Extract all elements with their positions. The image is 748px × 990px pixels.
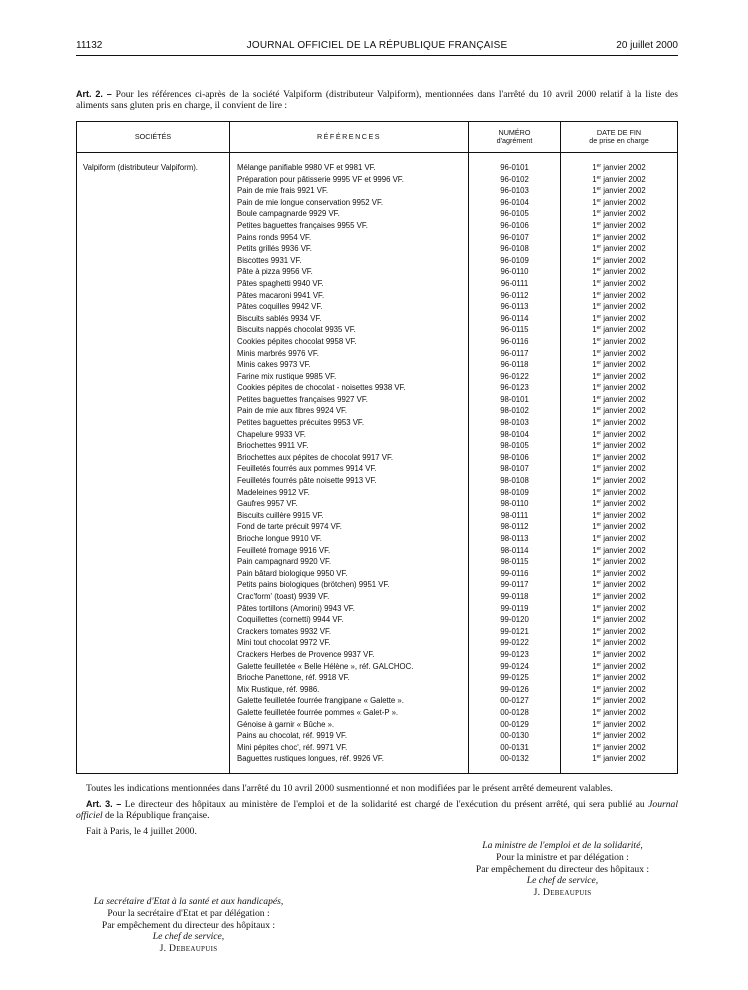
cell-date: 1er janvier 2002 (561, 324, 678, 336)
cell-societe (77, 730, 230, 742)
table-row (77, 591, 678, 603)
cell-date: 1er janvier 2002 (561, 255, 678, 267)
cell-societe (77, 614, 230, 626)
cell-numero: 98-0112 (469, 521, 561, 533)
table-row (77, 730, 678, 742)
cell-societe (77, 243, 230, 255)
cell-reference: Madeleines 9912 VF. (230, 487, 469, 499)
table-row (77, 579, 678, 591)
cell-numero: 98-0115 (469, 556, 561, 568)
sig1-name: J. Debeaupuis (533, 887, 592, 899)
cell-societe (77, 290, 230, 302)
cell-numero: 96-0110 (469, 266, 561, 278)
cell-reference: Mini tout chocolat 9972 VF. (230, 637, 469, 649)
cell-societe (77, 556, 230, 568)
table-row (77, 394, 678, 406)
table-row (77, 475, 678, 487)
cell-numero: 98-0107 (469, 463, 561, 475)
cell-date: 1er janvier 2002 (561, 382, 678, 394)
cell-reference: Génoise à garnir « Bûche ». (230, 719, 469, 731)
cell-societe (77, 545, 230, 557)
sig1-role: Le chef de service, (526, 875, 599, 887)
table-row (77, 533, 678, 545)
cell-date: 1er janvier 2002 (561, 429, 678, 441)
cell-reference: Brioche longue 9910 VF. (230, 533, 469, 545)
cell-numero: 98-0104 (469, 429, 561, 441)
cell-societe (77, 324, 230, 336)
cell-reference: Biscuits cuillère 9915 VF. (230, 510, 469, 522)
cell-date: 1er janvier 2002 (561, 348, 678, 360)
cell-numero: 98-0108 (469, 475, 561, 487)
cell-societe (77, 232, 230, 244)
table-row (77, 278, 678, 290)
cell-date: 1er janvier 2002 (561, 452, 678, 464)
cell-reference: Crackers Herbes de Provence 9937 VF. (230, 649, 469, 661)
cell-date: 1er janvier 2002 (561, 313, 678, 325)
cell-reference: Galette feuilletée fourrée pommes « Galet-P ». (230, 707, 469, 719)
cell-numero: 96-0101 (469, 153, 561, 174)
cell-societe (77, 452, 230, 464)
cell-reference: Biscuits nappés chocolat 9935 VF. (230, 324, 469, 336)
cell-numero: 98-0114 (469, 545, 561, 557)
cell-numero: 99-0126 (469, 684, 561, 696)
cell-societe (77, 348, 230, 360)
sig2-title: La secrétaire d'Etat à la santé et aux handicapés, (93, 896, 284, 907)
table-row (77, 324, 678, 336)
article-2-label: Art. 2. – (76, 89, 112, 99)
cell-reference: Mélange panifiable 9980 VF et 9981 VF. (230, 153, 469, 174)
header-rule (76, 55, 678, 56)
cell-numero: 00-0129 (469, 719, 561, 731)
table-row (77, 556, 678, 568)
table-row (77, 243, 678, 255)
table-row (77, 417, 678, 429)
header-references: RÉFÉRENCES (230, 122, 469, 153)
page-number: 11132 (76, 40, 103, 51)
cell-societe (77, 208, 230, 220)
table-row (77, 429, 678, 441)
header-societes: SOCIÉTÉS (77, 122, 230, 153)
cell-reference: Farine mix rustique 9985 VF. (230, 371, 469, 383)
cell-numero: 96-0118 (469, 359, 561, 371)
cell-societe (77, 313, 230, 325)
cell-reference: Pâtes macaroni 9941 VF. (230, 290, 469, 302)
article-3-text: Le directeur des hôpitaux au ministère de l'emploi et de la solidarité est chargé de l'exécution du présent arrêté, qui sera publié au (124, 799, 645, 810)
cell-societe (77, 266, 230, 278)
cell-date: 1er janvier 2002 (561, 359, 678, 371)
table-row (77, 452, 678, 464)
table-row (77, 661, 678, 673)
cell-reference: Pains ronds 9954 VF. (230, 232, 469, 244)
cell-date: 1er janvier 2002 (561, 637, 678, 649)
cell-reference: Pain bâtard biologique 9950 VF. (230, 568, 469, 580)
cell-date: 1er janvier 2002 (561, 591, 678, 603)
sig1-empechement: Par empêchement du directeur des hôpitaux : (475, 863, 650, 875)
table-row (77, 255, 678, 267)
cell-reference: Chapelure 9933 VF. (230, 429, 469, 441)
cell-reference: Fond de tarte précuit 9974 VF. (230, 521, 469, 533)
table-row (77, 707, 678, 719)
sig2-delegation: Pour la secrétaire d'Etat et par délégation : (107, 907, 270, 919)
table-row (77, 614, 678, 626)
cell-numero: 96-0115 (469, 324, 561, 336)
cell-societe (77, 463, 230, 475)
cell-date: 1er janvier 2002 (561, 440, 678, 452)
cell-date: 1er janvier 2002 (561, 174, 678, 186)
cell-date: 1er janvier 2002 (561, 510, 678, 522)
cell-numero: 98-0109 (469, 487, 561, 499)
table-row (77, 719, 678, 731)
cell-date: 1er janvier 2002 (561, 290, 678, 302)
article-3-paragraph (76, 799, 678, 822)
cell-reference: Petits pains biologiques (brötchen) 9951 VF. (230, 579, 469, 591)
cell-date: 1er janvier 2002 (561, 614, 678, 626)
table-row (77, 545, 678, 557)
table-row (77, 463, 678, 475)
cell-numero: 00-0130 (469, 730, 561, 742)
cell-reference: Briochettes 9911 VF. (230, 440, 469, 452)
sig2-empechement: Par empêchement du directeur des hôpitaux : (101, 919, 276, 931)
cell-numero: 00-0131 (469, 742, 561, 754)
table-row (77, 649, 678, 661)
cell-date: 1er janvier 2002 (561, 626, 678, 638)
cell-date: 1er janvier 2002 (561, 753, 678, 773)
cell-numero: 98-0110 (469, 498, 561, 510)
cell-reference: Mini pépites choc', réf. 9971 VF. (230, 742, 469, 754)
cell-societe (77, 336, 230, 348)
cell-societe (77, 359, 230, 371)
cell-societe (77, 753, 230, 773)
cell-societe (77, 672, 230, 684)
table-row (77, 185, 678, 197)
cell-date: 1er janvier 2002 (561, 730, 678, 742)
cell-date: 1er janvier 2002 (561, 185, 678, 197)
cell-reference: Mix Rustique, réf. 9986. (230, 684, 469, 696)
sig1-title: La ministre de l'emploi et de la solidarité, (482, 840, 643, 851)
cell-reference: Crac'form' (toast) 9939 VF. (230, 591, 469, 603)
journal-title: JOURNAL OFFICIEL DE LA RÉPUBLIQUE FRANÇAISE (246, 40, 508, 51)
cell-societe (77, 568, 230, 580)
cell-numero: 00-0132 (469, 753, 561, 773)
cell-societe (77, 371, 230, 383)
table-row (77, 568, 678, 580)
cell-reference: Galette feuilletée « Belle Hélène », réf. GALCHOC. (230, 661, 469, 673)
table-row (77, 313, 678, 325)
cell-reference: Gaufres 9957 VF. (230, 498, 469, 510)
cell-reference: Pains au chocolat, réf. 9919 VF. (230, 730, 469, 742)
table-row (77, 197, 678, 209)
cell-societe (77, 521, 230, 533)
cell-numero: 96-0112 (469, 290, 561, 302)
cell-date: 1er janvier 2002 (561, 208, 678, 220)
cell-numero: 99-0117 (469, 579, 561, 591)
cell-numero: 99-0120 (469, 614, 561, 626)
cell-reference: Crackers tomates 9932 VF. (230, 626, 469, 638)
article-3-label: Art. 3. – (86, 799, 122, 809)
cell-numero: 96-0109 (469, 255, 561, 267)
cell-reference: Pain de mie aux fibres 9924 VF. (230, 405, 469, 417)
cell-date: 1er janvier 2002 (561, 545, 678, 557)
cell-numero: 96-0107 (469, 232, 561, 244)
page-header (76, 40, 678, 54)
cell-date: 1er janvier 2002 (561, 417, 678, 429)
sig2-name: J. Debeaupuis (159, 943, 218, 955)
cell-societe (77, 475, 230, 487)
cell-date: 1er janvier 2002 (561, 475, 678, 487)
table-row (77, 382, 678, 394)
cell-societe: Valpiform (distributeur Valpiform). (77, 153, 230, 174)
table-row (77, 510, 678, 522)
cell-reference: Petits grillés 9936 VF. (230, 243, 469, 255)
cell-numero: 96-0102 (469, 174, 561, 186)
cell-numero: 96-0104 (469, 197, 561, 209)
cell-societe (77, 394, 230, 406)
cell-societe (77, 742, 230, 754)
cell-reference: Briochettes aux pépites de chocolat 9917 VF. (230, 452, 469, 464)
cell-date: 1er janvier 2002 (561, 533, 678, 545)
cell-reference: Pain de mie frais 9921 VF. (230, 185, 469, 197)
cell-societe (77, 579, 230, 591)
cell-numero: 98-0103 (469, 417, 561, 429)
cell-date: 1er janvier 2002 (561, 232, 678, 244)
table-row (77, 672, 678, 684)
cell-numero: 96-0111 (469, 278, 561, 290)
cell-date: 1er janvier 2002 (561, 603, 678, 615)
cell-date: 1er janvier 2002 (561, 463, 678, 475)
cell-reference: Brioche Panettone, réf. 9918 VF. (230, 672, 469, 684)
cell-date: 1er janvier 2002 (561, 742, 678, 754)
cell-reference: Minis cakes 9973 VF. (230, 359, 469, 371)
cell-numero: 96-0105 (469, 208, 561, 220)
cell-date: 1er janvier 2002 (561, 568, 678, 580)
table-row (77, 208, 678, 220)
cell-reference: Baguettes rustiques longues, réf. 9926 VF. (230, 753, 469, 773)
table-row (77, 405, 678, 417)
cell-date: 1er janvier 2002 (561, 684, 678, 696)
cell-date: 1er janvier 2002 (561, 649, 678, 661)
cell-date: 1er janvier 2002 (561, 556, 678, 568)
cell-date: 1er janvier 2002 (561, 521, 678, 533)
cell-reference: Galette feuilletée fourrée frangipane « Galette ». (230, 695, 469, 707)
cell-societe (77, 278, 230, 290)
table-row (77, 232, 678, 244)
cell-numero: 00-0127 (469, 695, 561, 707)
cell-societe (77, 591, 230, 603)
cell-societe (77, 626, 230, 638)
cell-date: 1er janvier 2002 (561, 579, 678, 591)
cell-numero: 99-0122 (469, 637, 561, 649)
table-row (77, 220, 678, 232)
cell-reference: Minis marbrés 9976 VF. (230, 348, 469, 360)
cell-numero: 99-0125 (469, 672, 561, 684)
cell-societe (77, 220, 230, 232)
cell-reference: Feuilletés fourrés aux pommes 9914 VF. (230, 463, 469, 475)
cell-date: 1er janvier 2002 (561, 266, 678, 278)
cell-societe (77, 197, 230, 209)
cell-numero: 96-0108 (469, 243, 561, 255)
cell-societe (77, 649, 230, 661)
cell-reference: Pâtes coquilles 9942 VF. (230, 301, 469, 313)
table-body (77, 153, 678, 774)
validity-paragraph: Toutes les indications mentionnées dans l'arrêté du 10 avril 2000 susmentionné et non modifiées par le présent arrêté demeurent valables. (86, 783, 613, 794)
cell-reference: Pain campagnard 9920 VF. (230, 556, 469, 568)
table-row (77, 348, 678, 360)
cell-numero: 96-0106 (469, 220, 561, 232)
cell-societe (77, 185, 230, 197)
cell-numero: 96-0122 (469, 371, 561, 383)
cell-societe (77, 301, 230, 313)
cell-societe (77, 603, 230, 615)
cell-reference: Pâtes spaghetti 9940 VF. (230, 278, 469, 290)
references-table (76, 121, 678, 774)
cell-numero: 96-0123 (469, 382, 561, 394)
cell-date: 1er janvier 2002 (561, 220, 678, 232)
publication-date: 20 juillet 2000 (616, 40, 678, 51)
cell-date: 1er janvier 2002 (561, 394, 678, 406)
cell-reference: Petites baguettes françaises 9927 VF. (230, 394, 469, 406)
cell-date: 1er janvier 2002 (561, 243, 678, 255)
cell-societe (77, 174, 230, 186)
article-2-text: Pour les références ci-après de la société Valpiform (distributeur Valpiform), mentionnées dans l'arrêté du 10 avril 2000 relatif à la liste des aliments sans gluten pris en charge, il convient de lire : (76, 89, 678, 111)
cell-numero: 99-0116 (469, 568, 561, 580)
cell-date: 1er janvier 2002 (561, 197, 678, 209)
cell-date: 1er janvier 2002 (561, 707, 678, 719)
table-header-row (77, 122, 678, 153)
table-row (77, 266, 678, 278)
table-row (77, 336, 678, 348)
cell-date: 1er janvier 2002 (561, 405, 678, 417)
cell-societe (77, 498, 230, 510)
header-numero: NUMÉRO d'agrément (469, 122, 561, 153)
table-row (77, 742, 678, 754)
cell-date: 1er janvier 2002 (561, 153, 678, 174)
cell-numero: 96-0116 (469, 336, 561, 348)
cell-date: 1er janvier 2002 (561, 487, 678, 499)
cell-reference: Pâte à pizza 9956 VF. (230, 266, 469, 278)
cell-numero: 99-0119 (469, 603, 561, 615)
cell-reference: Petites baguettes françaises 9955 VF. (230, 220, 469, 232)
cell-numero: 99-0124 (469, 661, 561, 673)
cell-reference: Pâtes tortillons (Amorini) 9943 VF. (230, 603, 469, 615)
cell-numero: 99-0123 (469, 649, 561, 661)
table-row (77, 290, 678, 302)
signature-ministre (430, 840, 695, 899)
cell-societe (77, 405, 230, 417)
fait-a-paris: Fait à Paris, le 4 juillet 2000. (86, 826, 197, 837)
cell-numero: 98-0111 (469, 510, 561, 522)
cell-societe (77, 417, 230, 429)
cell-reference: Pain de mie longue conservation 9952 VF. (230, 197, 469, 209)
cell-numero: 96-0114 (469, 313, 561, 325)
cell-reference: Petites baguettes précuites 9953 VF. (230, 417, 469, 429)
cell-reference: Coquillettes (cornetti) 9944 VF. (230, 614, 469, 626)
sig1-delegation: Pour la ministre et par délégation : (496, 851, 629, 863)
cell-societe (77, 487, 230, 499)
article-3-text-end: de la République française. (105, 809, 210, 821)
table-row (77, 153, 678, 174)
cell-numero: 96-0117 (469, 348, 561, 360)
cell-date: 1er janvier 2002 (561, 695, 678, 707)
cell-numero: 98-0106 (469, 452, 561, 464)
table-row (77, 637, 678, 649)
cell-reference: Préparation pour pâtisserie 9995 VF et 9996 VF. (230, 174, 469, 186)
signature-secretaire (66, 896, 311, 955)
table-row (77, 603, 678, 615)
cell-date: 1er janvier 2002 (561, 661, 678, 673)
table-row (77, 498, 678, 510)
article-2-paragraph (76, 89, 678, 111)
table-row (77, 695, 678, 707)
cell-reference: Biscottes 9931 VF. (230, 255, 469, 267)
cell-societe (77, 719, 230, 731)
cell-societe (77, 429, 230, 441)
table-row (77, 301, 678, 313)
cell-date: 1er janvier 2002 (561, 371, 678, 383)
cell-date: 1er janvier 2002 (561, 301, 678, 313)
cell-reference: Cookies pépites chocolat 9958 VF. (230, 336, 469, 348)
table-row (77, 521, 678, 533)
cell-date: 1er janvier 2002 (561, 719, 678, 731)
table-row (77, 174, 678, 186)
cell-reference: Biscuits sablés 9934 VF. (230, 313, 469, 325)
cell-numero: 98-0101 (469, 394, 561, 406)
table-row (77, 487, 678, 499)
table-row (77, 371, 678, 383)
cell-numero: 99-0118 (469, 591, 561, 603)
journal-name: Journal officiel (76, 799, 678, 821)
cell-numero: 98-0113 (469, 533, 561, 545)
sig2-role: Le chef de service, (152, 931, 225, 943)
cell-societe (77, 382, 230, 394)
cell-societe (77, 440, 230, 452)
cell-numero: 96-0103 (469, 185, 561, 197)
header-date-fin: DATE DE FIN de prise en charge (561, 122, 678, 153)
cell-numero: 98-0105 (469, 440, 561, 452)
table-row (77, 753, 678, 773)
cell-societe (77, 661, 230, 673)
table-row (77, 626, 678, 638)
cell-societe (77, 255, 230, 267)
cell-societe (77, 637, 230, 649)
cell-societe (77, 510, 230, 522)
cell-reference: Boule campagnarde 9929 VF. (230, 208, 469, 220)
cell-reference: Feuilletés fourrés pâte noisette 9913 VF. (230, 475, 469, 487)
cell-societe (77, 707, 230, 719)
cell-numero: 96-0113 (469, 301, 561, 313)
table-row (77, 359, 678, 371)
cell-date: 1er janvier 2002 (561, 672, 678, 684)
cell-reference: Feuilleté fromage 9916 VF. (230, 545, 469, 557)
cell-societe (77, 684, 230, 696)
cell-reference: Cookies pépites de chocolat - noisettes 9938 VF. (230, 382, 469, 394)
cell-numero: 00-0128 (469, 707, 561, 719)
cell-numero: 98-0102 (469, 405, 561, 417)
table-row (77, 440, 678, 452)
cell-date: 1er janvier 2002 (561, 498, 678, 510)
cell-societe (77, 695, 230, 707)
cell-date: 1er janvier 2002 (561, 336, 678, 348)
cell-numero: 99-0121 (469, 626, 561, 638)
cell-date: 1er janvier 2002 (561, 278, 678, 290)
table-row (77, 684, 678, 696)
cell-societe (77, 533, 230, 545)
